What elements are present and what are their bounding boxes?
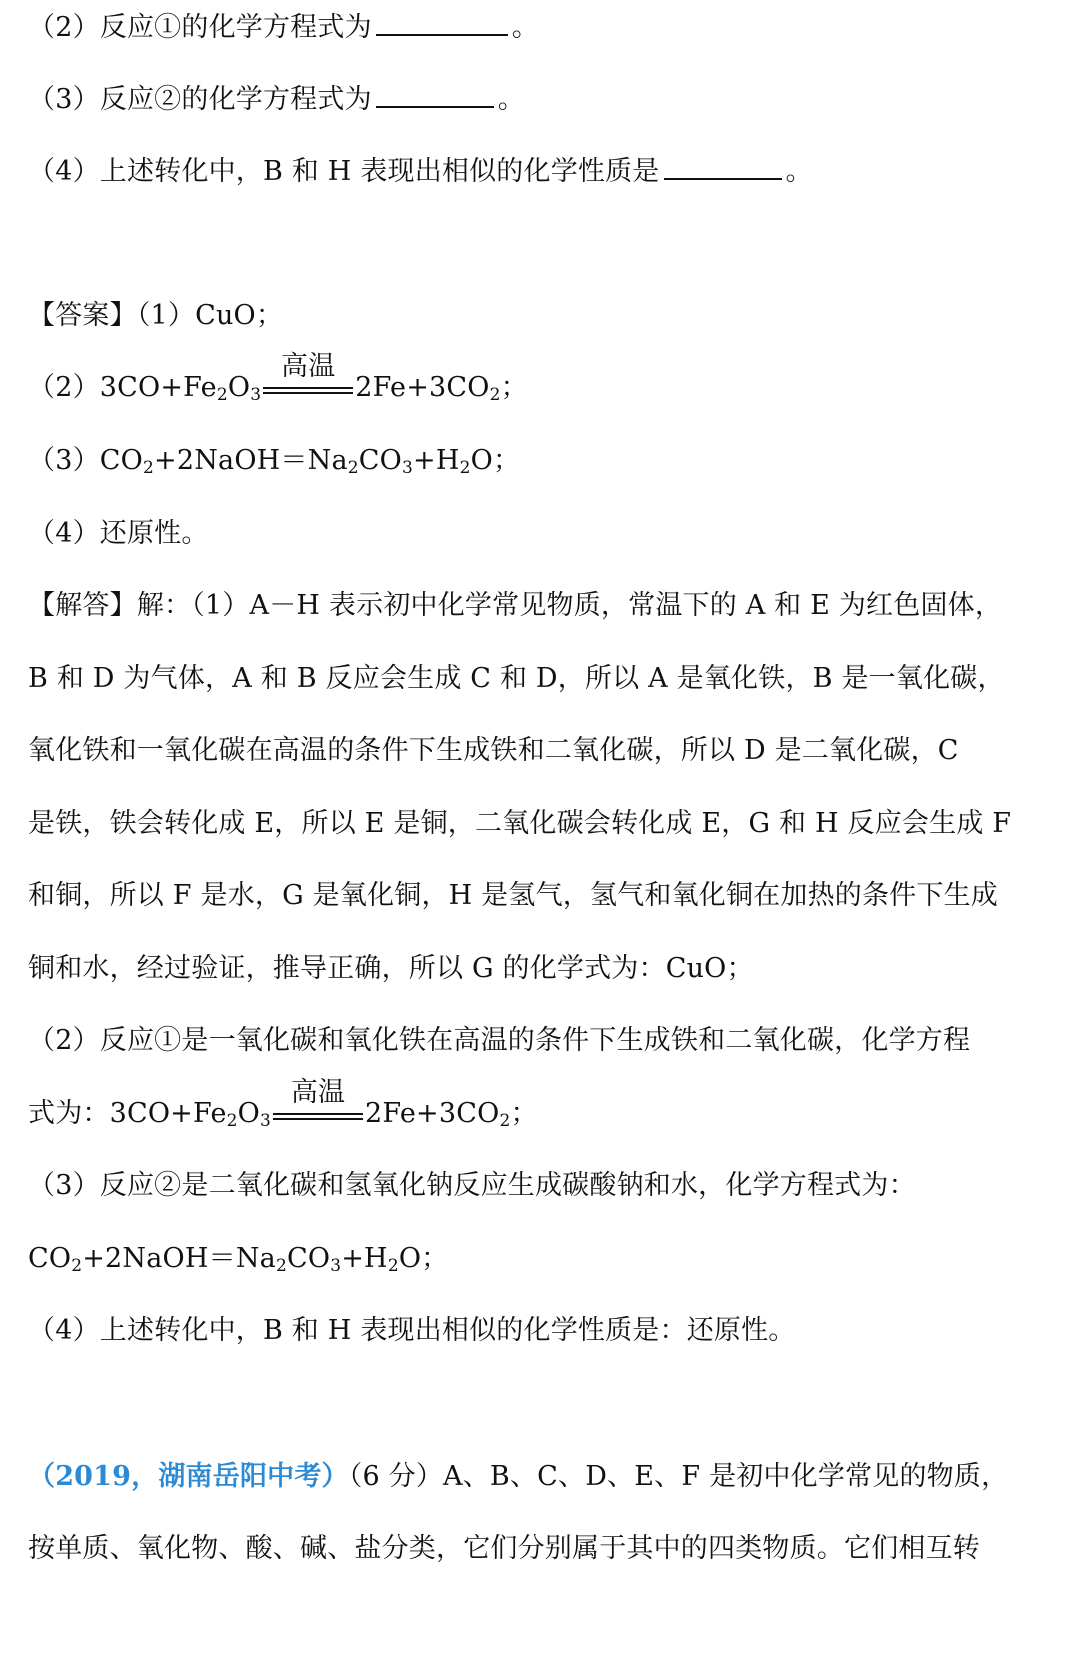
- answer-1: （1）CuO；: [136, 300, 284, 331]
- eq-part: +2NaOH＝Na: [82, 1243, 276, 1274]
- solution-line-6: [28, 949, 754, 989]
- solution-line-10: [28, 1239, 448, 1279]
- solution-text: B 和 D 为气体，A 和 B 反应会生成 C 和 D，所以 A 是氧化铁，B 是一氧化碳，: [28, 663, 1005, 694]
- solution-heading: 【解答】: [28, 590, 137, 621]
- eq-part: O；: [470, 445, 521, 476]
- answer-line-3: [28, 441, 520, 481]
- subscript: 2: [459, 458, 471, 478]
- eq-part: CO: [28, 1243, 72, 1274]
- answer-line-1: [28, 296, 283, 336]
- solution-text: （4）上述转化中，B 和 H 表现出相似的化学性质是：还原性。: [28, 1315, 796, 1346]
- question-3-end: 。: [497, 84, 525, 115]
- subscript: 2: [347, 458, 359, 478]
- eq-part: O；: [398, 1243, 449, 1274]
- eq-part: ；: [510, 1098, 538, 1129]
- subscript: 2: [71, 1256, 83, 1276]
- solution-text: 解：（1）A－H 表示初中化学常见物质，常温下的 A 和 E 为红色固体，: [136, 590, 1003, 621]
- subscript: 2: [216, 385, 228, 405]
- eq-part: O: [227, 372, 251, 403]
- answer-heading: 【答案】: [28, 300, 137, 331]
- solution-line-8: [28, 1076, 538, 1134]
- question-4: [28, 150, 813, 192]
- solution-text: （2）反应①是一氧化碳和氧化铁在高温的条件下生成铁和二氧化碳，化学方程: [28, 1025, 971, 1056]
- answer-line-2: [28, 350, 528, 408]
- solution-line-4: [28, 804, 1011, 844]
- answer-blank: [376, 78, 494, 108]
- subscript: 2: [499, 1111, 511, 1131]
- subscript: 2: [489, 385, 501, 405]
- eq-part: （2）3CO+Fe: [28, 372, 217, 403]
- subscript: 2: [226, 1111, 238, 1131]
- solution-text: 是铁，铁会转化成 E，所以 E 是铜，二氧化碳会转化成 E，G 和 H 反应会生成 F: [28, 808, 1012, 839]
- subscript: 3: [250, 385, 262, 405]
- eq-part: O: [237, 1098, 261, 1129]
- solution-line-7: [28, 1021, 970, 1061]
- condition-label: 高温: [290, 1076, 346, 1108]
- subscript: 3: [401, 458, 414, 478]
- subscript: 2: [387, 1256, 399, 1276]
- eq-part: +H: [341, 1243, 388, 1274]
- eq-part: 式为：3CO+Fe: [28, 1098, 227, 1129]
- subscript: 2: [142, 458, 155, 478]
- condition-label: 高温: [281, 350, 336, 382]
- reaction-condition-arrow: [273, 1076, 363, 1130]
- eq-part: CO: [287, 1243, 331, 1274]
- next-question-text: （6 分）A、B、C、D、E、F 是初中化学常见的物质，: [348, 1461, 1009, 1492]
- next-question-text: 按单质、氧化物、酸、碱、盐分类，它们分别属于其中的四类物质。它们相互转: [28, 1533, 980, 1564]
- answer-blank: [664, 150, 782, 180]
- solution-line-11: [28, 1311, 796, 1351]
- eq-part: 2Fe+3CO: [355, 372, 490, 403]
- next-question-line-2: [28, 1529, 980, 1569]
- eq-part: （3）CO: [28, 445, 143, 476]
- question-3-text: （3）反应②的化学方程式为: [28, 84, 372, 115]
- eq-part: ；: [500, 372, 528, 403]
- solution-line-3: [28, 731, 959, 771]
- question-4-text: （4）上述转化中，B 和 H 表现出相似的化学性质是: [28, 156, 660, 187]
- solution-text: （3）反应②是二氧化碳和氢氧化钠反应生成碳酸钠和水，化学方程式为：: [28, 1170, 916, 1201]
- solution-line-9: [28, 1166, 916, 1206]
- solution-line-5: [28, 876, 998, 916]
- answer-line-4: [28, 514, 209, 554]
- eq-part: +2NaOH＝Na: [154, 445, 348, 476]
- solution-text: 氧化铁和一氧化碳在高温的条件下生成铁和二氧化碳，所以 D 是二氧化碳，C: [28, 735, 959, 766]
- question-2-end: 。: [511, 12, 539, 43]
- eq-part: +H: [413, 445, 460, 476]
- answer-blank: [376, 6, 508, 36]
- question-3: [28, 78, 525, 120]
- subscript: 3: [260, 1111, 272, 1131]
- eq-part: CO: [358, 445, 402, 476]
- solution-text: 铜和水，经过验证，推导正确，所以 G 的化学式为：CuO；: [28, 953, 754, 984]
- next-question-line-1: [28, 1457, 1008, 1497]
- exam-source: （2019，湖南岳阳中考）: [28, 1461, 349, 1492]
- subscript: 2: [275, 1256, 287, 1276]
- question-2-text: （2）反应①的化学方程式为: [28, 12, 372, 43]
- question-4-end: 。: [785, 156, 813, 187]
- solution-line-2: [28, 659, 1005, 699]
- subscript: 3: [330, 1256, 342, 1276]
- eq-part: 2Fe+3CO: [365, 1098, 500, 1129]
- solution-text: 和铜，所以 F 是水，G 是氧化铜，H 是氢气，氢气和氧化铜在加热的条件下生成: [28, 880, 998, 911]
- question-2: [28, 6, 539, 48]
- reaction-condition-arrow: [263, 350, 353, 404]
- solution-line-1: [28, 586, 1002, 626]
- answer-4: （4）还原性。: [28, 518, 209, 549]
